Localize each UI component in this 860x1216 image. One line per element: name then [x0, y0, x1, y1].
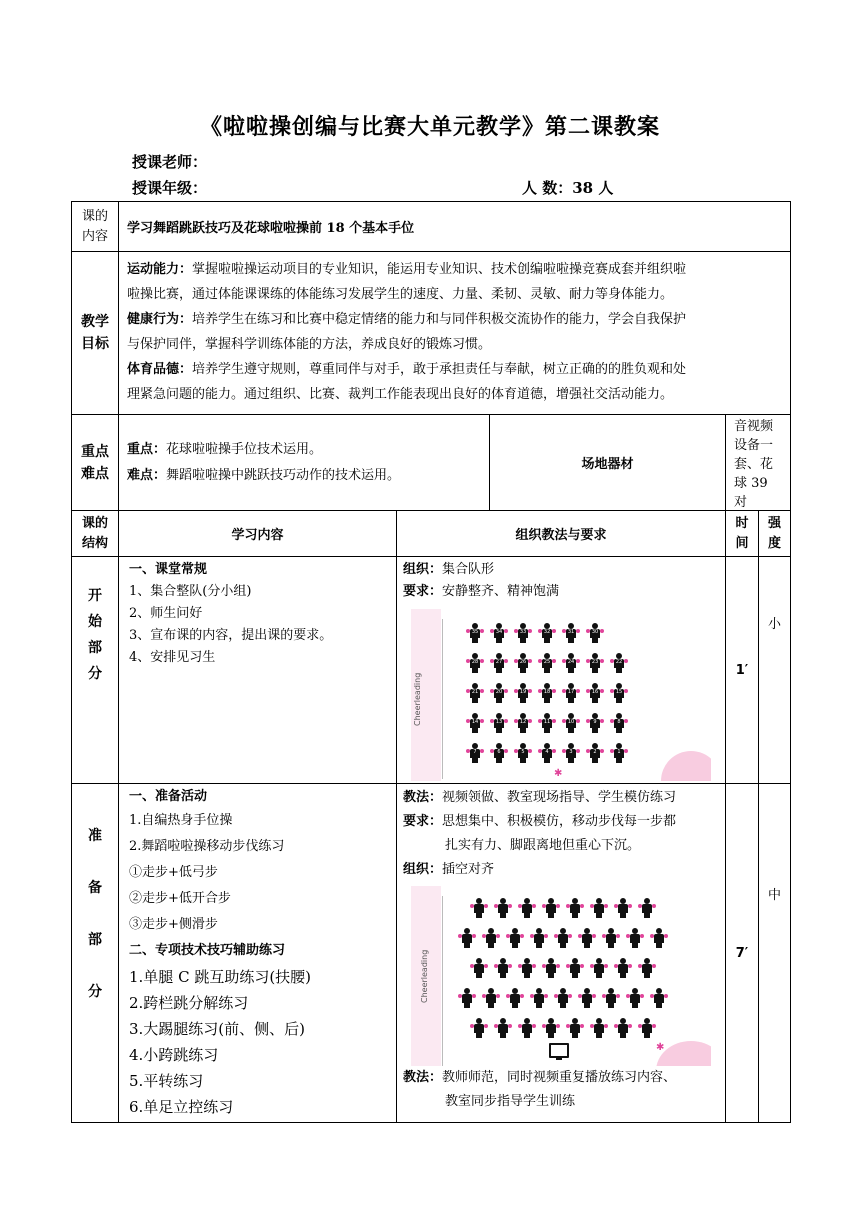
- student-figure: [461, 928, 473, 948]
- student-figure: [509, 928, 521, 948]
- student-number: 22: [615, 659, 623, 665]
- student-figure: [473, 958, 485, 978]
- student-figure: [557, 928, 569, 948]
- student-figure: [613, 653, 625, 673]
- student-figure: [653, 928, 665, 948]
- monitor-icon: [549, 1043, 569, 1058]
- goals-text: [119, 252, 791, 415]
- student-number: 4: [545, 749, 549, 755]
- student-figure: [565, 683, 577, 703]
- student-figure: [521, 958, 533, 978]
- student-figure: [485, 988, 497, 1008]
- student-figure: [589, 683, 601, 703]
- student-figure: [493, 623, 505, 643]
- student-figure: [545, 958, 557, 978]
- student-number: 2: [593, 749, 597, 755]
- start-content: 一、课堂常规 1、集合整队(分小组) 2、师生问好 3、宣布课的内容，提出课的要求。 4、安排见习生: [119, 557, 397, 784]
- student-number: 33: [519, 629, 527, 635]
- student-figure: [517, 683, 529, 703]
- student-number: 14: [471, 719, 479, 725]
- student-figure: [533, 988, 545, 1008]
- student-figure: [493, 713, 505, 733]
- student-figure: [541, 713, 553, 733]
- student-figure: [541, 743, 553, 763]
- student-number: 26: [519, 659, 527, 665]
- student-figure: [473, 898, 485, 918]
- student-figure: [565, 623, 577, 643]
- student-figure: [565, 653, 577, 673]
- student-figure: [589, 653, 601, 673]
- student-number: 6: [497, 749, 501, 755]
- teacher-label: 授课老师：: [132, 153, 208, 171]
- content-text: 学习舞蹈跳跃技巧及花球啦啦操前 18 个基本手位: [119, 202, 791, 252]
- content-row-label: 课的 内容: [72, 202, 119, 252]
- prep-content: 一、准备活动 1.自编热身手位操 2.舞蹈啦啦操移动步伐练习 ①走步+低弓步 ②走步+低开合步 ③走步+侧滑步 二、专项技术技巧辅助练习 1.单腿 C 跳互助练习(扶腰) 2.跨栏跳分解练习 3.大踢腿练习(前、侧、后) 4.小跨跳练习 5.平转练习 6.单足立控练习: [119, 784, 397, 1123]
- student-figure: [493, 743, 505, 763]
- student-figure: [569, 958, 581, 978]
- structure-header-col3: 组织教法与要求: [397, 511, 726, 557]
- student-number: 21: [471, 689, 479, 695]
- student-figure: [593, 1018, 605, 1038]
- start-intensity: 小: [759, 557, 791, 784]
- student-figure: [485, 928, 497, 948]
- student-number: 35: [471, 629, 479, 635]
- grade-label: 授课年级：: [132, 179, 208, 197]
- student-figure: [613, 713, 625, 733]
- formation-diagram-staggered: [411, 886, 711, 1066]
- student-figure: [521, 898, 533, 918]
- start-time: 1′: [726, 557, 759, 784]
- start-organization: 组织：集合队形 要求：安静整齐、精神饱满 Cheerleading ✱ 35 34 33 32 31 30 28 27 26 25 24 23 22 21 20 19 18 17 16 15 14 13 12 11 10 9 8 7 6 5 4 3 2 1: [397, 557, 726, 784]
- student-figure: [497, 958, 509, 978]
- student-figure: [493, 683, 505, 703]
- goals-row-label: 教学 目标: [72, 252, 119, 415]
- student-number: 20: [495, 689, 503, 695]
- student-figure: [617, 898, 629, 918]
- student-figure: [517, 743, 529, 763]
- structure-header-col5: 强 度: [759, 511, 791, 557]
- student-number: 11: [543, 719, 551, 725]
- student-figure: [593, 958, 605, 978]
- student-figure: [605, 928, 617, 948]
- student-number: 3: [569, 749, 573, 755]
- student-figure: [589, 713, 601, 733]
- student-number: 34: [495, 629, 503, 635]
- structure-header-col2: 学习内容: [119, 511, 397, 557]
- teacher-position-icon: ✱: [554, 768, 563, 779]
- student-number: 8: [617, 719, 621, 725]
- student-figure: [605, 988, 617, 1008]
- document-title: 《啦啦操创编与比赛大单元教学》第二课教案: [199, 114, 660, 140]
- student-number: 18: [543, 689, 551, 695]
- student-figure: [517, 713, 529, 733]
- student-figure: [641, 958, 653, 978]
- student-figure: [545, 1018, 557, 1038]
- teacher-position-icon: ✱: [656, 1042, 665, 1053]
- student-number: 30: [591, 629, 599, 635]
- student-figure: [593, 898, 605, 918]
- student-figure: [469, 623, 481, 643]
- student-figure: [517, 653, 529, 673]
- student-number: 7: [473, 749, 477, 755]
- student-figure: [541, 683, 553, 703]
- student-figure: [653, 988, 665, 1008]
- student-figure: [469, 713, 481, 733]
- student-figure: [541, 623, 553, 643]
- goal-health: 健康行为：培养学生在练习和比赛中稳定情绪的能力和与同伴积极交流协作的能力，学会自我保护 与保护同伴，掌握科学训练体能的方法，养成良好的锻炼习惯。: [127, 312, 687, 352]
- student-figure: [557, 988, 569, 1008]
- student-number: 31: [567, 629, 575, 635]
- student-number: 17: [567, 689, 575, 695]
- student-figure: [617, 958, 629, 978]
- student-figure: [497, 1018, 509, 1038]
- student-number: 24: [567, 659, 575, 665]
- student-figure: [629, 988, 641, 1008]
- student-figure: [545, 898, 557, 918]
- venue-label: 场地器材: [490, 415, 726, 511]
- student-figure: [461, 988, 473, 1008]
- student-figure: [469, 743, 481, 763]
- student-number: 28: [471, 659, 479, 665]
- student-number: 23: [591, 659, 599, 665]
- prep-organization: 教法：视频领做、教室现场指导、学生模仿练习 要求：思想集中、积极模仿，移动步伐每一步都 扎实有力、脚跟离地但重心下沉。 组织：插空对齐 Cheerleading ✱ 教法：教师师范，同时视频重复播放练习内容、 教室同步指导学生训练: [397, 784, 726, 1123]
- student-figure: [641, 1018, 653, 1038]
- student-number: 32: [543, 629, 551, 635]
- student-figure: [581, 988, 593, 1008]
- student-number: 25: [543, 659, 551, 665]
- student-figure: [589, 743, 601, 763]
- student-figure: [613, 683, 625, 703]
- start-section-label: 开 始 部 分: [72, 557, 119, 784]
- student-number: 12: [519, 719, 527, 725]
- student-number: 5: [521, 749, 525, 755]
- prep-intensity: 中: [759, 784, 791, 1123]
- student-figure: [629, 928, 641, 948]
- structure-header-col1: 课的 结构: [72, 511, 119, 557]
- venue-text: 音视频设备一套、花球 39 对: [726, 415, 791, 511]
- student-figure: [497, 898, 509, 918]
- student-figure: [469, 653, 481, 673]
- focus-text: 重点：花球啦啦操手位技术运用。 难点：舞蹈啦啦操中跳跃技巧动作的技术运用。: [119, 415, 490, 511]
- student-figure: [533, 928, 545, 948]
- student-figure: [473, 1018, 485, 1038]
- figure-brand-label: Cheerleading: [413, 672, 422, 726]
- goal-motor: 运动能力：掌握啦啦操运动项目的专业知识，能运用专业知识、技术创编啦啦操竞赛成套并组织啦 啦操比赛，通过体能课课练的体能练习发展学生的速度、力量、柔韧、灵敏、耐力等身体能力。: [127, 262, 687, 302]
- student-figure: [581, 928, 593, 948]
- student-figure: [613, 743, 625, 763]
- student-number: 1: [617, 749, 621, 755]
- student-figure: [517, 623, 529, 643]
- prep-section-label: 准 备 部 分: [72, 784, 119, 1123]
- student-figure: [493, 653, 505, 673]
- lesson-plan-table: [71, 201, 791, 1123]
- student-number: 27: [495, 659, 503, 665]
- structure-header-col4: 时 间: [726, 511, 759, 557]
- student-figure: [565, 743, 577, 763]
- student-figure: [641, 898, 653, 918]
- goal-ethics: 体育品德：培养学生遵守规则，尊重同伴与对手，敢于承担责任与奉献，树立正确的的胜负观和处 理紧急问题的能力。通过组织、比赛、裁判工作能表现出良好的体育道德，增强社交活动能力。: [127, 362, 687, 402]
- student-number: 13: [495, 719, 503, 725]
- student-figure: [589, 623, 601, 643]
- student-count: 人 数：38 人: [522, 179, 614, 197]
- student-figure: [509, 988, 521, 1008]
- student-figure: [617, 1018, 629, 1038]
- student-figure: [565, 713, 577, 733]
- focus-row-label: 重点 难点: [72, 415, 119, 511]
- student-figure: [569, 898, 581, 918]
- student-number: 10: [567, 719, 575, 725]
- student-figure: [569, 1018, 581, 1038]
- student-figure: [521, 1018, 533, 1038]
- formation-diagram-assembly: [411, 609, 711, 781]
- student-number: 9: [593, 719, 597, 725]
- student-figure: [469, 683, 481, 703]
- student-number: 15: [615, 689, 623, 695]
- student-figure: [541, 653, 553, 673]
- prep-time: 7′: [726, 784, 759, 1123]
- student-number: 19: [519, 689, 527, 695]
- student-number: 16: [591, 689, 599, 695]
- figure-brand-label: Cheerleading: [420, 949, 429, 1003]
